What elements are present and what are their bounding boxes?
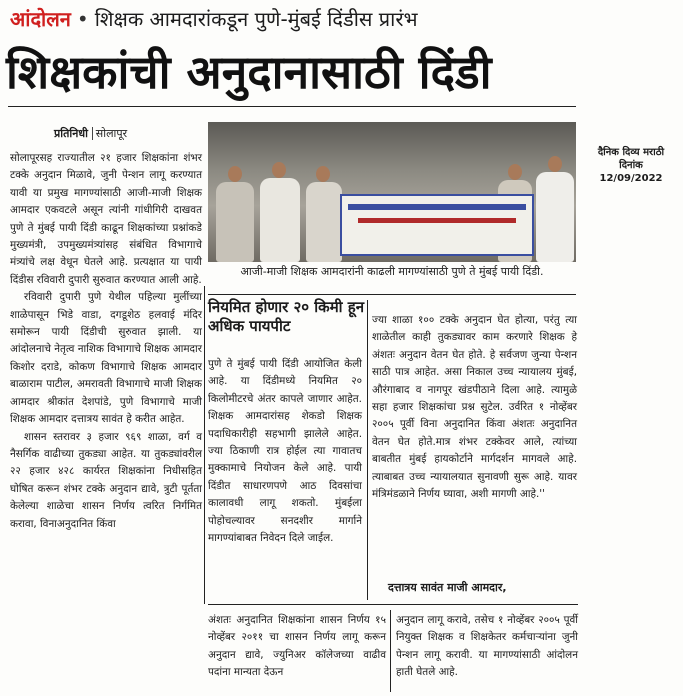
bottom-text-right [396, 612, 578, 682]
byline [54, 126, 127, 142]
header-rule [8, 106, 576, 107]
quote-attribution: दत्तात्रय सावंत माजी आमदार, [388, 581, 507, 594]
paragraph: शासन स्तरावर ३ हजार ९६९ शाळा, वर्ग व नैसर्गिक वाढीच्या तुकड्या आहेत. या तुकड्यांवरील २२ हजार ४२८ कार्यरत शिक्षकांना निधीसहित घोषित करून शंभर टक्के अनुदान द्यावे, त्रुटी पूर्तता केलेल्या शाळेचा शासन निर्णय त्वरित निर्गमित करावा, विनाअनुदानित किंवा [10, 430, 202, 530]
section-rule [208, 294, 576, 295]
kicker-line [10, 6, 418, 32]
protest-banner [340, 194, 534, 256]
paragraph: पुणे ते मुंबई पायी दिंडी आयोजित केली आहे. या दिंडीमध्ये नियमित २० किलोमीटरचे अंतर कापले जाणार आहेत. शिक्षक आमदारांसह शेकडो शिक्षक पदाधिकारीही सहभागी झालेले आहेत. ज्या ठिकाणी रात्र होईल त्या गावातच मुक्कामाचे नियोजन केले आहे. पायी दिंडीत साधारणपणे आठ दिवसांचा कालावधी लागू शकतो. मुंबईला पोहोचल्यावर सनदशीर मार्गाने मागण्यांबाबत निवेदन दिले जाईल. [208, 358, 362, 545]
paragraph: अंशतः अनुदानित शिक्षकांना शासन निर्णय १५ नोव्हेंबर २०११ चा शासन निर्णय लागू करून अनुदान द्यावे, ज्युनिअर कॉलेजच्या वाढीव पदांना मान्यता देऊन [208, 614, 386, 679]
headline: शिक्षकांची अनुदानासाठी दिंडी [6, 45, 492, 99]
bottom-rule [208, 604, 578, 605]
bottom-text-left [208, 612, 386, 682]
column-divider [367, 300, 368, 600]
byline-location: सोलापूर [92, 127, 127, 140]
article-column-1 [10, 150, 202, 533]
column-divider [390, 610, 391, 692]
quote-column [372, 312, 577, 503]
photo-caption: आजी-माजी शिक्षक आमदारांनी काढली मागण्यांसाठी पुणे ते मुंबई पायी दिंडी. [240, 265, 544, 278]
paragraph: सोलापूरसह राज्यातील २१ हजार शिक्षकांना शंभर टक्के अनुदान मिळावे, जुनी पेन्शन लागू करण्यात यावी या प्रमुख मागण्यांसाठी आजी-माजी शिक्षक आमदार एकवटले असून त्यांनी गांधीगिरी दाखवत पुणे ते मुंबई पायी दिंडी काढून शिक्षकांच्या प्रश्नांकडे मुख्यमंत्री, उपमुख्यमंत्र्यांसह संबंधित विभागाचे मंत्र्यांचे लक्ष वेधून घेतले आहे. प्रत्यक्षात या पायी दिंडीस रविवारी दुपारी सुरुवात करण्यात आली आहे. [10, 152, 202, 286]
article-column-2 [208, 356, 362, 547]
column-divider [204, 286, 205, 604]
paragraph: रविवारी दुपारी पुणे येथील पहिल्या मुलींच्या शाळेपासून भिडे वाडा, दगडूशेठ हलवाई मंदिर समोरून पायी दिंडीची सुरुवात झाली. या आंदोलनाचे नेतृत्व नाशिक विभागाचे शिक्षक आमदार किशोर दराडे, कोकण विभागाचे शिक्षक आमदार बाळाराम पाटील, अमरावती विभागाचे माजी शिक्षक आमदार श्रीकांत देशपांडे, पुणे विभागाचे माजी शिक्षक आमदार दत्तात्रय सावंत हे करीत आहेत. [10, 291, 202, 426]
byline-author: प्रतिनिधी [54, 127, 88, 140]
date-label: दिनांक [619, 160, 643, 171]
quote-text: ज्या शाळा १०० टक्के अनुदान घेत होत्या, परंतु त्या शाळेतील काही तुकड्यावर काम करणारे शिक्षक हे अंशतः अनुदान वेतन घेत होते. हे सर्वजण जुन्या पेन्शन साठी पात्र आहेत. असा निकाल उच्च न्यायालय मुंबई, औरंगाबाद व नागपूर खंडपीठाने दिला आहे. त्यामुळे सहा हजार शिक्षकांचा प्रश्न सुटेल. उर्वरित १ नोव्हेंबर २००५ पूर्वी विना अनुदानित किंवा अंशतः अनुदानित वेतन घेत होते.मात्र शंभर टक्केवर आले, त्यांच्या बाबतीत मुंबई हायकोर्टाने मार्गदर्शन मागवले आहे. त्याबाबत उच्च न्यायालयात सुनावणी सुरू आहे. यावर मंत्रिमंडळाने निर्णय घ्यावा, अशी मागणी आहे.'' [372, 314, 577, 501]
news-photo [208, 122, 576, 262]
paragraph: अनुदान लागू करावे, तसेच १ नोव्हेंबर २००५ पूर्वी नियुक्त शिक्षक व शिक्षकेतर कर्मचाऱ्यांना जुनी पेन्शन लागू करावी. या मागण्यांसाठी आंदोलन हाती घेतले आहे. [396, 614, 578, 679]
section-tag: आंदोलन [10, 7, 71, 31]
kicker-separator: • [76, 7, 89, 31]
subheadline: शिक्षक आमदारांकडून पुणे-मुंबई दिंडीस प्रारंभ [94, 7, 418, 31]
source-stamp [582, 146, 680, 185]
publication-date: 12/09/2022 [599, 173, 663, 184]
column-subhead: नियमित होणार २० किमी हून अधिक पायपीट [208, 298, 365, 335]
publication-name: दैनिक दिव्य मराठी [597, 147, 665, 158]
